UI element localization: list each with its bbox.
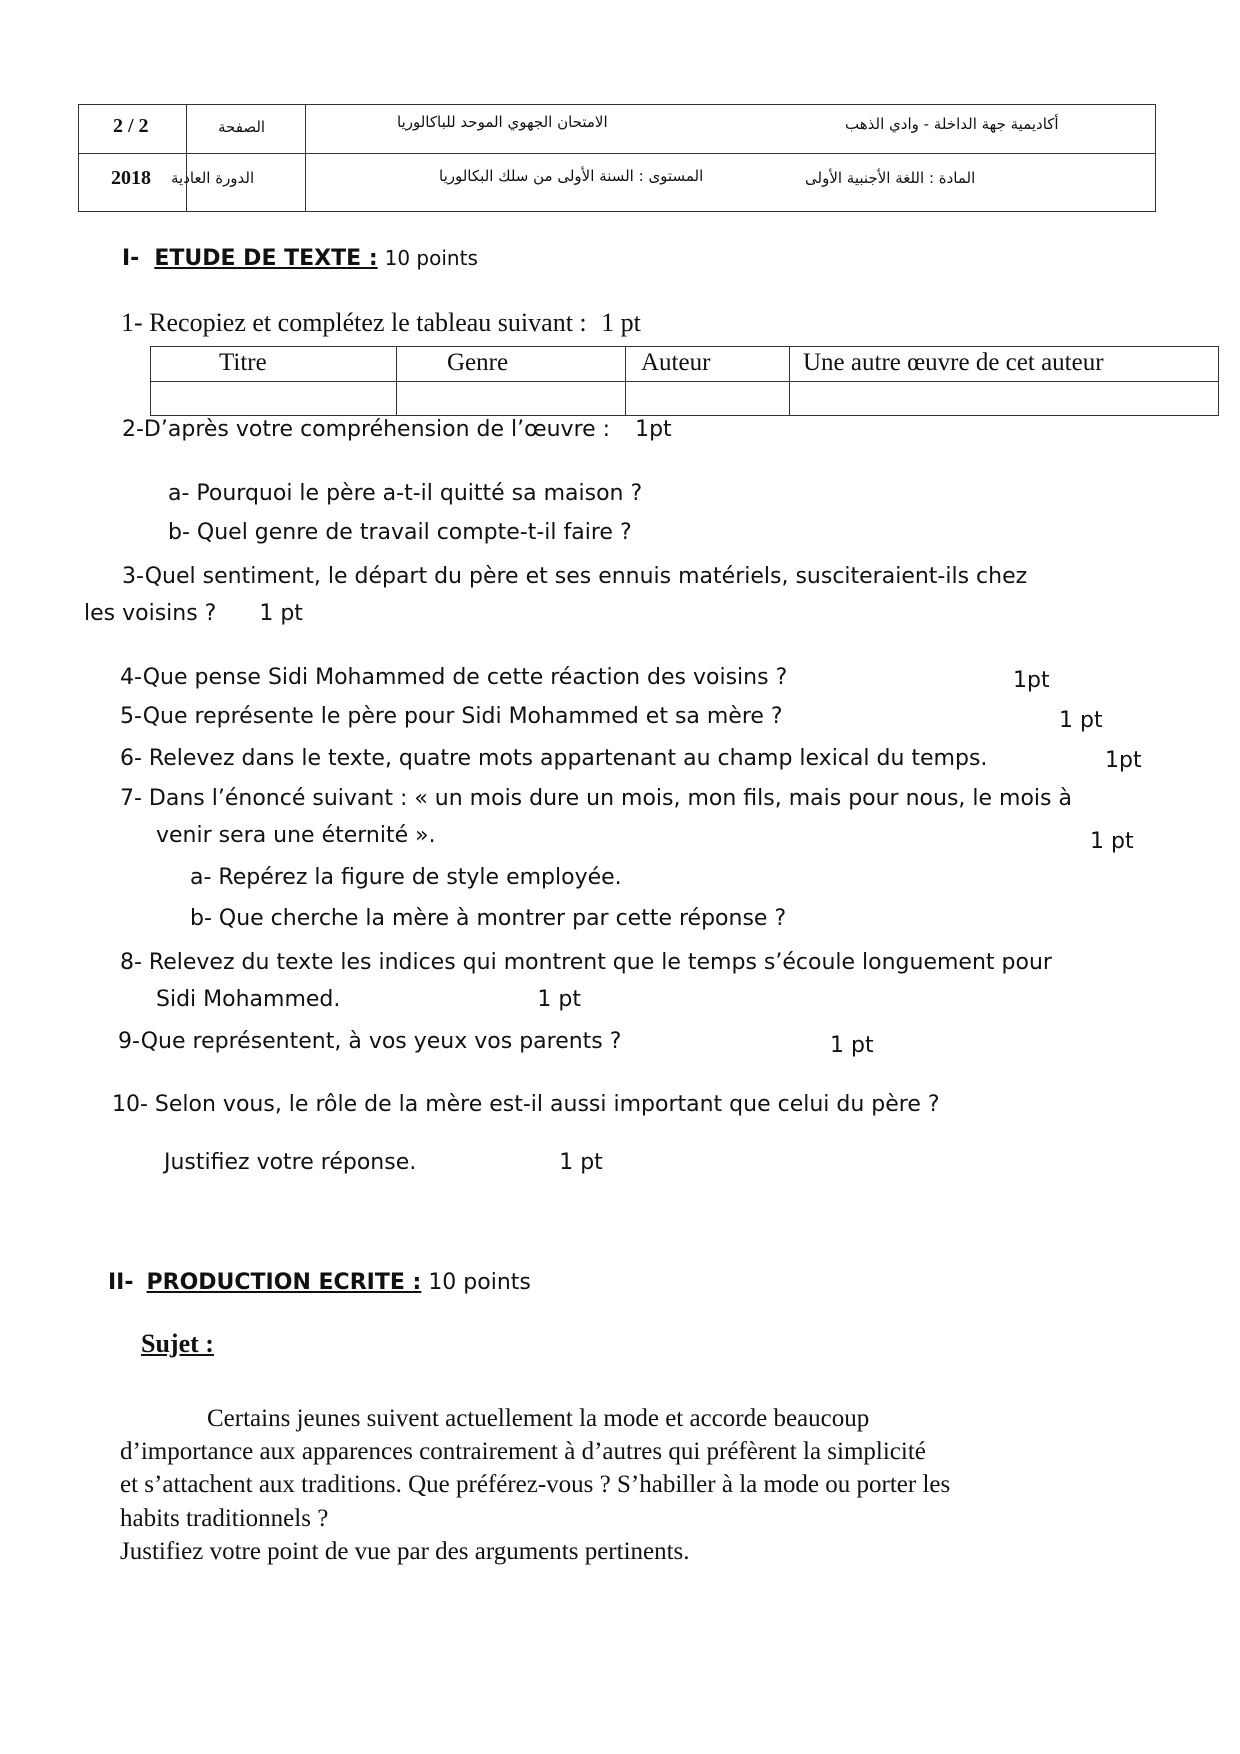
session-year: 2018 (111, 167, 151, 189)
question-5-points: 1 pt (1059, 708, 1103, 733)
header-column-divider (186, 105, 187, 211)
subject-text: المادة : اللغة الأجنبية الأولى (805, 169, 976, 187)
sujet-paragraph-line: Certains jeunes suivent actuellement la mode et accorde beaucoup (207, 1405, 870, 1432)
question-3-points: 1 pt (259, 601, 303, 626)
question-4-points: 1pt (1013, 668, 1050, 693)
question-9-text: 9-Que représentent, à vos yeux vos parents ? (118, 1029, 622, 1054)
table-header-genre: Genre (447, 349, 509, 376)
section-2-number: II- (108, 1270, 134, 1295)
question-3-line-1: 3-Quel sentiment, le départ du père et ses ennuis matériels, susciteraient-ils chez (122, 564, 1028, 589)
question-2b: b- Quel genre de travail compte-t-il faire ? (168, 520, 632, 545)
answer-table (150, 346, 1219, 416)
question-2-points: 1pt (635, 417, 672, 442)
question-2 (122, 417, 672, 442)
question-10-justify-text: Justifiez votre réponse. (164, 1150, 417, 1175)
question-9-points: 1 pt (830, 1033, 874, 1058)
session-label: الدورة العادية (171, 169, 255, 187)
question-6-points: 1pt (1105, 748, 1142, 773)
answer-table-col-divider (625, 347, 626, 415)
sujet-paragraph-line: Justifiez votre point de vue par des arguments pertinents. (120, 1538, 690, 1565)
answer-table-col-divider (396, 347, 397, 415)
question-7-points: 1 pt (1090, 829, 1134, 854)
question-8-line-1: 8- Relevez du texte les indices qui montrent que le temps s’écoule longuement pour (120, 950, 1052, 975)
question-2a: a- Pourquoi le père a-t-il quitté sa maison ? (168, 481, 643, 506)
question-8-points: 1 pt (537, 987, 581, 1012)
question-3-line-2 (84, 601, 303, 626)
question-5-text: 5-Que représente le père pour Sidi Mohammed et sa mère ? (120, 704, 783, 729)
question-1-points: 1 pt (601, 308, 641, 337)
exam-title: الامتحان الجهوي الموحد للباكالوريا (397, 113, 608, 131)
academy-name: أكاديمية جهة الداخلة - وادي الذهب (845, 115, 1059, 133)
header-column-divider (305, 105, 306, 211)
question-10: 10- Selon vous, le rôle de la mère est-il aussi important que celui du père ? (112, 1092, 940, 1117)
sujet-label: Sujet : (141, 1329, 214, 1358)
sujet-paragraph-line: habits traditionnels ? (120, 1505, 329, 1532)
level-text: المستوى : السنة الأولى من سلك البكالوريا (439, 167, 704, 185)
section-1-number: I- (122, 246, 140, 271)
question-8-text: Sidi Mohammed. (156, 987, 341, 1012)
question-7-line-2: venir sera une éternité ». (156, 823, 436, 848)
page-number: 2 / 2 (113, 115, 149, 137)
section-1-heading (122, 246, 478, 271)
table-header-titre: Titre (219, 349, 267, 376)
question-7a: a- Repérez la figure de style employée. (190, 865, 622, 890)
answer-table-row-divider (151, 381, 1218, 382)
sujet-paragraph-line: d’importance aux apparences contrairement à d’autres qui préfèrent la simplicité (120, 1438, 926, 1465)
question-4-text: 4-Que pense Sidi Mohammed de cette réaction des voisins ? (120, 665, 788, 690)
question-1-text: 1- Recopiez et complétez le tableau suivant : (121, 308, 587, 337)
table-header-autre-oeuvre: Une autre œuvre de cet auteur (803, 349, 1104, 376)
question-10-points: 1 pt (559, 1150, 603, 1175)
section-2-points: 10 points (428, 1270, 531, 1295)
section-2-title: PRODUCTION ECRITE : (146, 1270, 422, 1295)
header-divider (79, 153, 1155, 154)
table-header-auteur: Auteur (641, 349, 711, 376)
section-1-points: 10 points (384, 246, 478, 270)
page-label: الصفحة (218, 118, 266, 136)
section-2-heading (108, 1270, 531, 1295)
question-7-line-1: 7- Dans l’énoncé suivant : « un mois dure un mois, mon fils, mais pour nous, le mois à (120, 786, 1072, 811)
question-3-text: les voisins ? (84, 601, 217, 626)
sujet-paragraph-line: et s’attachent aux traditions. Que préférez-vous ? S’habiller à la mode ou porter les (120, 1471, 951, 1498)
question-2-text: 2-D’après votre compréhension de l’œuvre : (122, 417, 611, 442)
section-1-title: ETUDE DE TEXTE : (154, 246, 378, 271)
question-1 (121, 308, 641, 338)
exam-header-table (78, 104, 1156, 212)
answer-table-col-divider (789, 347, 790, 415)
question-10-justify (164, 1150, 603, 1175)
question-7b: b- Que cherche la mère à montrer par cette réponse ? (190, 906, 787, 931)
question-8-line-2 (156, 987, 581, 1012)
question-6-text: 6- Relevez dans le texte, quatre mots appartenant au champ lexical du temps. (120, 746, 988, 771)
